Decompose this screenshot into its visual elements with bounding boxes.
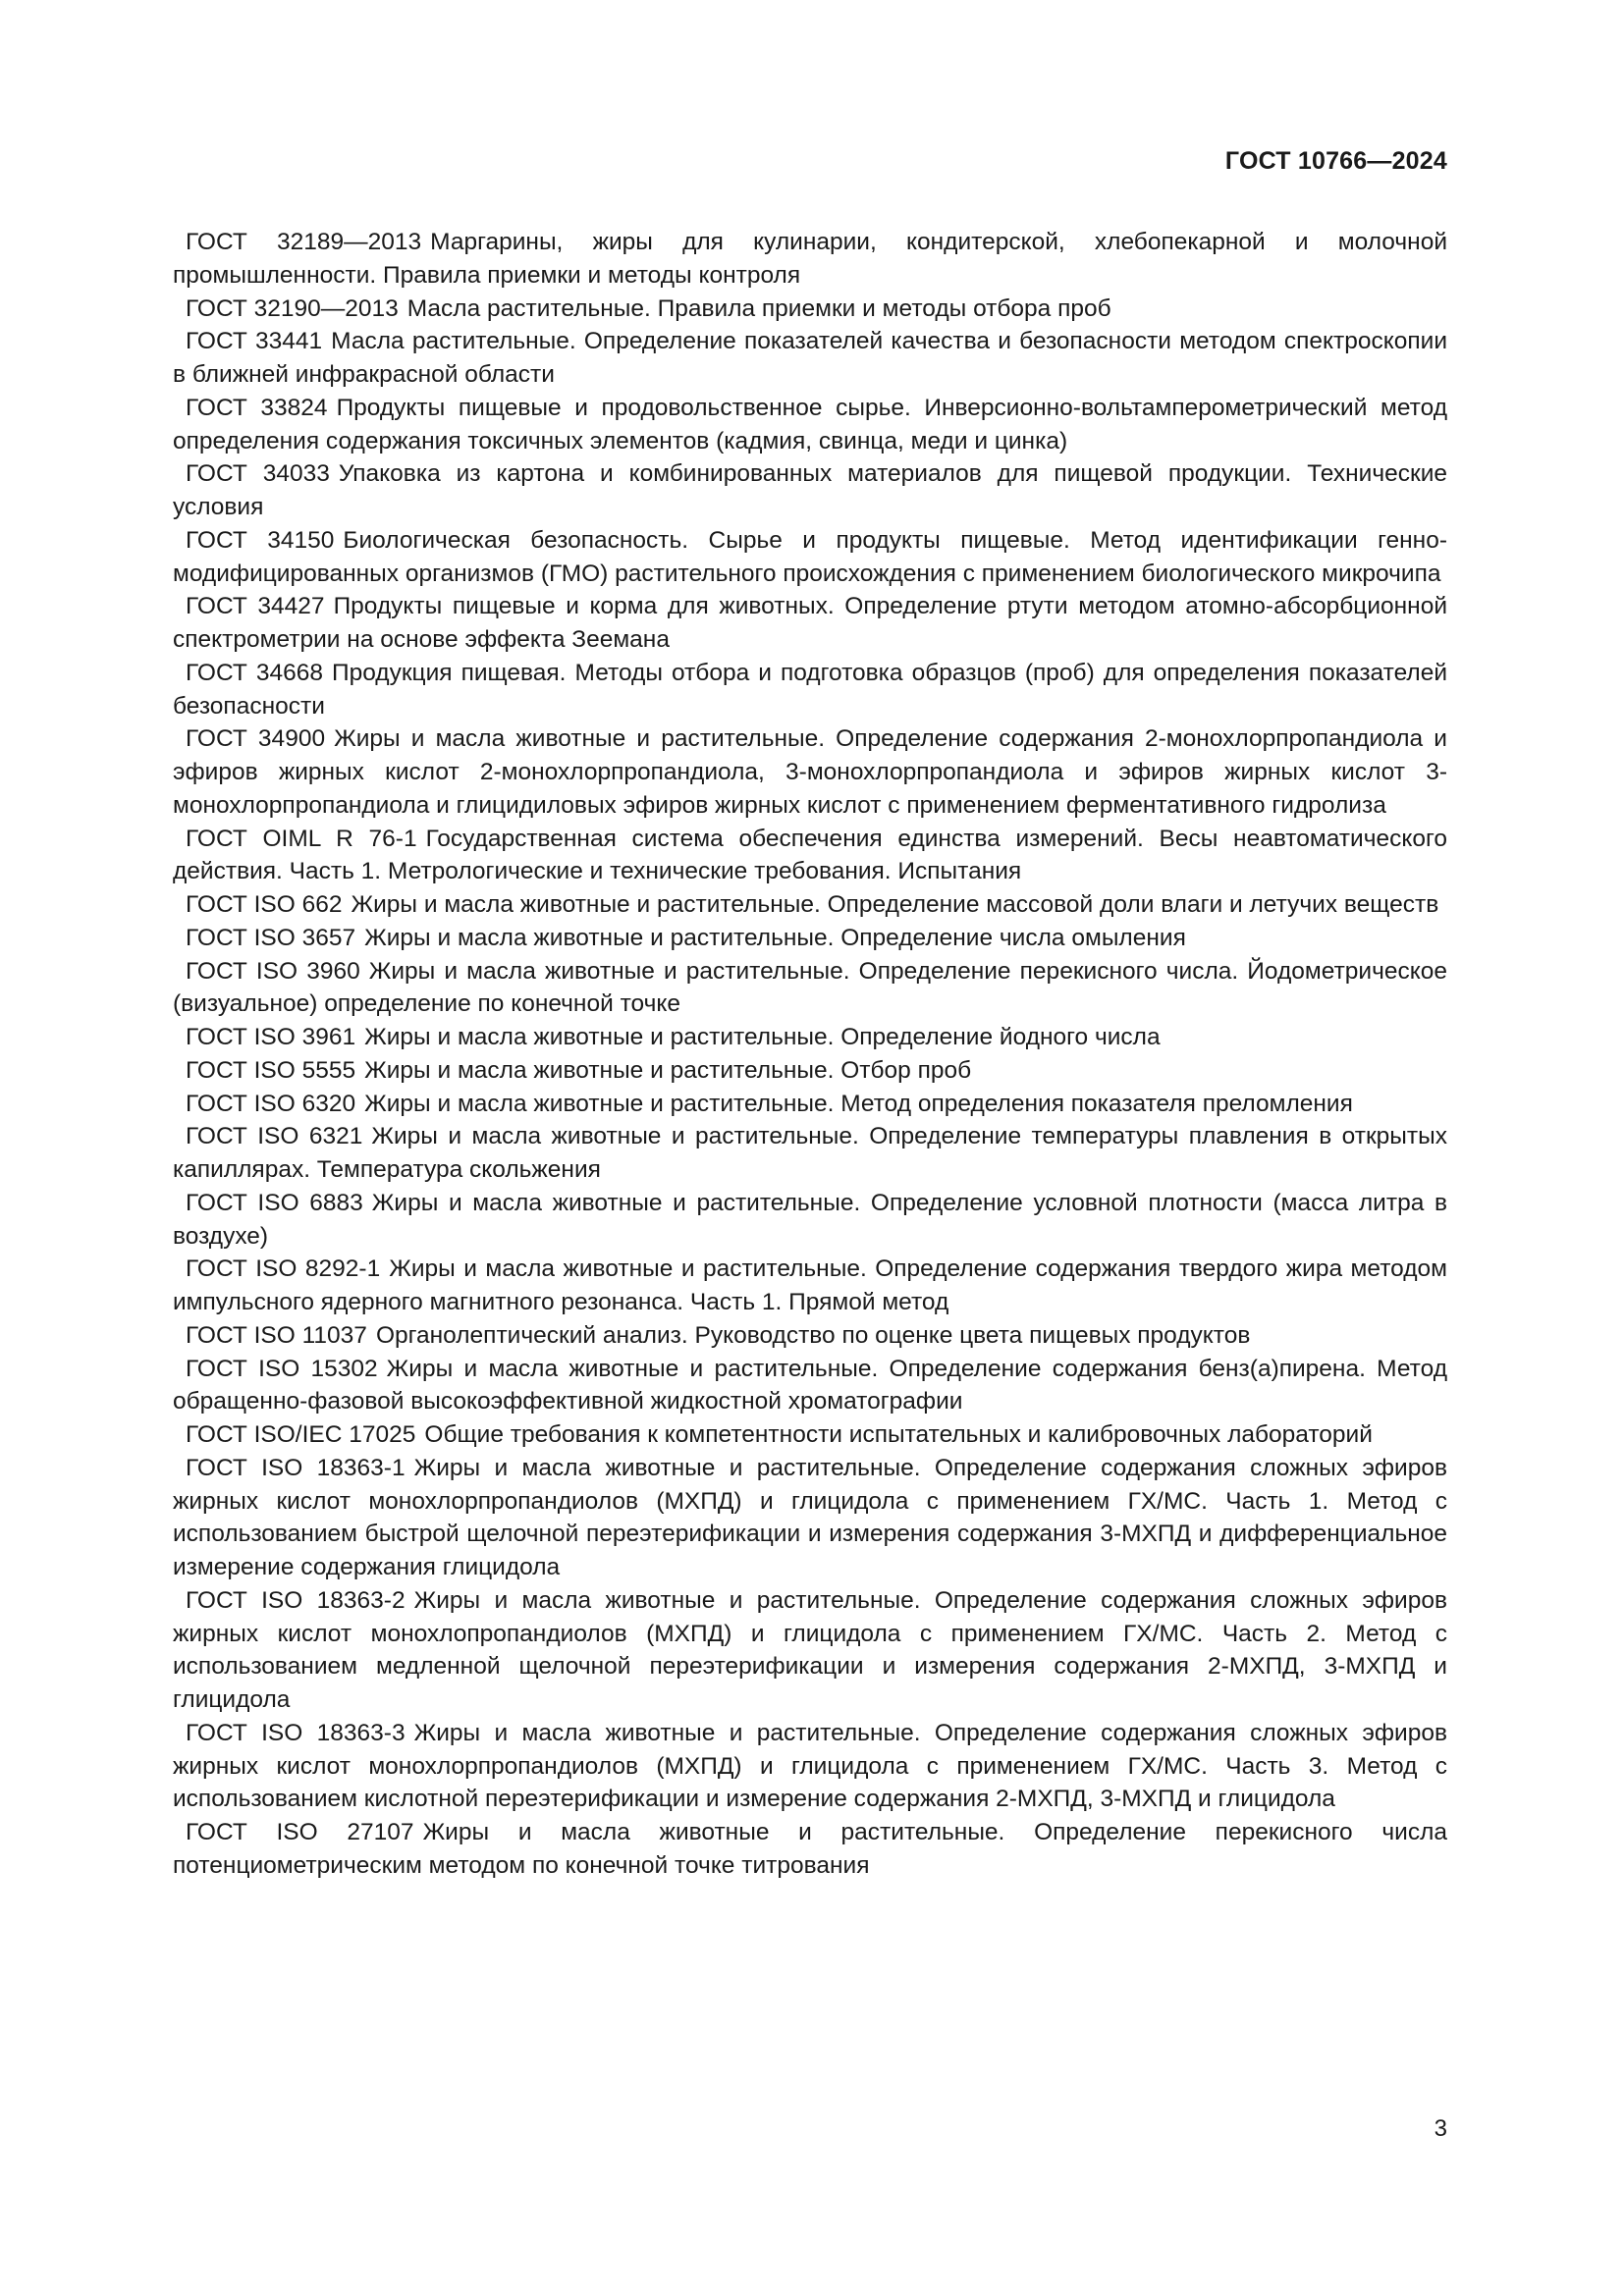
reference-title: Масла растительные. Определение показателей качества и безопасности методом спектроскопии в ближней инфракрасной области bbox=[173, 328, 1448, 388]
reference-code: ГОСТ 34033 bbox=[186, 460, 330, 488]
reference-entry bbox=[173, 325, 1447, 392]
reference-entry bbox=[173, 524, 1447, 591]
reference-title: Масла растительные. Правила приемки и методы отбора проб bbox=[406, 294, 1111, 322]
reference-entry bbox=[173, 392, 1447, 458]
reference-code: ГОСТ ISO 8292-1 bbox=[186, 1255, 381, 1283]
reference-title: Жиры и масла животные и растительные. Определение перекисного числа. Йодометрическое (визуальное) определение по конечной точке bbox=[173, 957, 1447, 1018]
reference-entry bbox=[173, 590, 1447, 657]
reference-entry bbox=[173, 1816, 1447, 1883]
reference-code: ГОСТ ISO 6883 bbox=[186, 1189, 363, 1216]
reference-code: ГОСТ ISO 5555 bbox=[186, 1056, 356, 1084]
reference-code: ГОСТ ISO 18363-3 bbox=[186, 1719, 406, 1746]
reference-code: ГОСТ 32190—2013 bbox=[186, 294, 399, 322]
reference-title: Жиры и масла животные и растительные. Определение числа омыления bbox=[364, 924, 1186, 951]
reference-entry bbox=[173, 1187, 1447, 1254]
reference-entry bbox=[173, 226, 1447, 293]
reference-title: Жиры и масла животные и растительные. Определение содержания бенз(а)пирена. Метод обращенно-фазовой высокоэффективной жидкостной хроматографии bbox=[173, 1355, 1447, 1415]
reference-entry bbox=[173, 1452, 1447, 1584]
reference-code: ГОСТ ISO 3960 bbox=[186, 957, 360, 985]
reference-code: ГОСТ 33824 bbox=[186, 394, 328, 421]
reference-entry bbox=[173, 823, 1447, 889]
reference-entry bbox=[173, 1717, 1447, 1816]
reference-code: ГОСТ ISO 11037 bbox=[186, 1321, 367, 1349]
reference-title: Жиры и масла животные и растительные. Отбор проб bbox=[364, 1056, 972, 1084]
reference-title: Биологическая безопасность. Сырье и продукты пищевые. Метод идентификации генно-модифицированных организмов (ГМО) растительного происхождения с применением биологического микрочипа bbox=[173, 526, 1447, 587]
reference-entry bbox=[173, 888, 1447, 922]
reference-code: ГОСТ 34668 bbox=[186, 659, 323, 686]
reference-entry bbox=[173, 1353, 1447, 1419]
reference-entry bbox=[173, 922, 1447, 955]
reference-code: ГОСТ 34150 bbox=[186, 526, 335, 554]
reference-entry bbox=[173, 1584, 1447, 1717]
reference-entry bbox=[173, 293, 1447, 326]
reference-title: Жиры и масла животные и растительные. Определение йодного числа bbox=[364, 1024, 1161, 1050]
reference-title: Продукция пищевая. Методы отбора и подготовка образцов (проб) для определения показателей безопасности bbox=[173, 659, 1448, 720]
reference-title: Жиры и масла животные и растительные. Определение перекисного числа потенциометрическим методом по конечной точке титрования bbox=[173, 1819, 1447, 1879]
reference-code: ГОСТ 34900 bbox=[186, 725, 326, 753]
document-designation: ГОСТ 10766—2024 bbox=[1224, 147, 1447, 175]
reference-code: ГОСТ ISO 27107 bbox=[186, 1819, 414, 1845]
reference-code: ГОСТ ISO 18363-2 bbox=[186, 1586, 406, 1614]
reference-title: Органолептический анализ. Руководство по оценке цвета пищевых продуктов bbox=[375, 1321, 1251, 1349]
reference-code: ГОСТ ISO 662 bbox=[186, 891, 343, 918]
reference-code: ГОСТ ISO/IEC 17025 bbox=[186, 1421, 416, 1448]
reference-entry bbox=[173, 1418, 1447, 1452]
reference-title: Жиры и масла животные и растительные. Определение содержания твердого жира методом импульсного ядерного магнитного резонанса. Часть 1. Прямой метод bbox=[173, 1255, 1447, 1315]
reference-title: Жиры и масла животные и растительные. Определение содержания сложных эфиров жирных кислот монохлорпропандиолов (МХПД) и глицидола с применением ГХ/МС. Часть 1. Метод с использованием быстрой щелочной переэтерификации и измерения содержания 3-МХПД и дифференциальное измерение содержания глицидола bbox=[173, 1454, 1447, 1580]
reference-code: ГОСТ 33441 bbox=[186, 328, 323, 355]
reference-entry bbox=[173, 1021, 1447, 1054]
reference-title: Жиры и масла животные и растительные. Определение температуры плавления в открытых капиллярах. Температура скольжения bbox=[173, 1123, 1447, 1183]
reference-code: ГОСТ ISO 6320 bbox=[186, 1090, 356, 1117]
reference-code: ГОСТ 32189—2013 bbox=[186, 229, 422, 255]
reference-title: Жиры и масла животные и растительные. Определение условной плотности (масса литра в воздухе) bbox=[173, 1189, 1447, 1250]
reference-entry bbox=[173, 457, 1447, 524]
reference-code: ГОСТ ISO 6321 bbox=[186, 1123, 363, 1150]
reference-entry bbox=[173, 1088, 1447, 1121]
reference-entry bbox=[173, 657, 1447, 723]
page-number: 3 bbox=[1434, 2115, 1447, 2142]
reference-code: ГОСТ 34427 bbox=[186, 593, 325, 620]
reference-entry bbox=[173, 1253, 1447, 1319]
normative-references-list bbox=[173, 226, 1447, 1883]
reference-title: Жиры и масла животные и растительные. Определение содержания сложных эфиров жирных кислот монохлорпропандиолов (МХПД) и глицидола с применением ГХ/МС. Часть 3. Метод с использованием кислотной переэтерификации и измерение содержания 2-МХПД, 3-МХПД и глицидола bbox=[173, 1719, 1447, 1813]
reference-entry bbox=[173, 955, 1447, 1022]
reference-title: Жиры и масла животные и растительные. Определение содержания 2-монохлорпропандиола и эфиров жирных кислот 2-монохлорпропандиола, 3-монохлорпропандиола и эфиров жирных кислот 3-монохлорпропандиола и глицидиловых эфиров жирных кислот с применением ферментативного гидролиза bbox=[173, 725, 1447, 819]
reference-title: Продукты пищевые и продовольственное сырье. Инверсионно-вольтамперометрический метод определения содержания токсичных элементов (кадмия, свинца, меди и цинка) bbox=[173, 394, 1448, 454]
reference-title: Жиры и масла животные и растительные. Метод определения показателя преломления bbox=[364, 1090, 1353, 1117]
reference-entry bbox=[173, 722, 1447, 822]
reference-code: ГОСТ ISO 3961 bbox=[186, 1024, 356, 1050]
reference-entry bbox=[173, 1319, 1447, 1353]
reference-code: ГОСТ OIML R 76-1 bbox=[186, 825, 417, 852]
reference-code: ГОСТ ISO 18363-1 bbox=[186, 1454, 406, 1481]
reference-title: Общие требования к компетентности испытательных и калибровочных лабораторий bbox=[424, 1421, 1373, 1448]
reference-title: Маргарины, жиры для кулинарии, кондитерской, хлебопекарной и молочной промышленности. Правила приемки и методы контроля bbox=[173, 229, 1448, 289]
reference-title: Жиры и масла животные и растительные. Определение содержания сложных эфиров жирных кислот монохлопропандиолов (МХПД) и глицидола с применением ГХ/МС. Часть 2. Метод с использованием медленной щелочной переэтерификации и измерения содержания 2-МХПД, 3-МХПД и глицидола bbox=[173, 1586, 1447, 1713]
reference-code: ГОСТ ISO 15302 bbox=[186, 1355, 378, 1382]
reference-entry bbox=[173, 1120, 1447, 1187]
reference-title: Жиры и масла животные и растительные. Определение массовой доли влаги и летучих веществ bbox=[351, 891, 1439, 918]
reference-title: Государственная система обеспечения единства измерений. Весы неавтоматического действия. Часть 1. Метрологические и технические требования. Испытания bbox=[173, 825, 1447, 885]
reference-code: ГОСТ ISO 3657 bbox=[186, 924, 356, 951]
reference-title: Упаковка из картона и комбинированных материалов для пищевой продукции. Технические условия bbox=[173, 460, 1448, 520]
reference-entry bbox=[173, 1054, 1447, 1088]
reference-title: Продукты пищевые и корма для животных. Определение ртути методом атомно-абсорбционной спектрометрии на основе эффекта Зеемана bbox=[173, 593, 1448, 653]
